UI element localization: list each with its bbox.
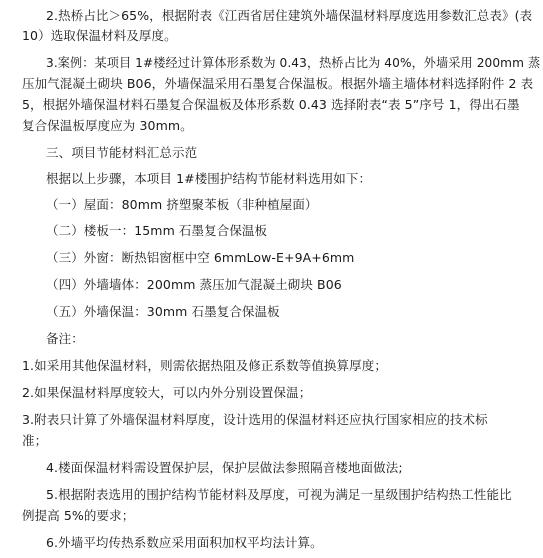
list-item-wall-insulation: （五）外墙保温：30mm 石墨复合保温板 bbox=[46, 304, 280, 319]
note-3-line-2: 准； bbox=[22, 433, 48, 448]
note-1: 1.如采用其他保温材料，则需依据热阻及修正系数等值换算厚度； bbox=[22, 358, 387, 373]
note-5-line-1: 5.根据附表选用的围护结构节能材料及厚度，可视为满足一星级围护结构热工性能比 bbox=[46, 487, 512, 502]
paragraph-2-line-2: 10）选取保温材料及厚度。 bbox=[22, 28, 177, 43]
note-6: 6.外墙平均传热系数应采用面积加权平均法计算。 bbox=[46, 535, 323, 550]
intro-text: 根据以上步骤，本项目 1#楼围护结构节能材料选用如下： bbox=[46, 171, 372, 186]
list-item-floor-slab: （二）楼板一：15mm 石墨复合保温板 bbox=[46, 223, 268, 238]
paragraph-3-line-3: 5，根据外墙保温材料石墨复合保温板及体形系数 0.43 选择附表“表 5”序号 1，得出石墨 bbox=[22, 97, 520, 112]
list-item-window: （三）外窗：断热铝窗框中空 6mmLow-E+9A+6mm bbox=[46, 250, 355, 265]
note-5-line-2: 例提高 5%的要求； bbox=[22, 508, 135, 523]
note-3-line-1: 3.附表只计算了外墙保温材料厚度，设计选用的保温材料还应执行国家相应的技术标 bbox=[22, 412, 488, 427]
note-2: 2.如果保温材料厚度较大，可以内外分别设置保温； bbox=[22, 385, 312, 400]
list-item-wall: （四）外墙墙体：200mm 蒸压加气混凝土砌块 B06 bbox=[46, 277, 342, 292]
paragraph-3-line-2: 压加气混凝土砌块 B06，外墙保温采用石墨复合保温板。根据外墙主墙体材料选择附件 2 表 bbox=[22, 76, 534, 91]
section-3-heading: 三、项目节能材料汇总示范 bbox=[46, 145, 198, 160]
notes-heading: 备注： bbox=[46, 331, 84, 346]
paragraph-2-line-1: 2.热桥占比＞65%，根据附表《江西省居住建筑外墙保温材料厚度选用参数汇总表》(表 bbox=[46, 8, 533, 23]
paragraph-3-line-1: 3.案例：某项目 1#楼经过计算体形系数为 0.43，热桥占比为 40%，外墙采用 200mm 蒸 bbox=[46, 55, 541, 70]
note-4: 4.楼面保温材料需设置保护层，保护层做法参照隔音楼地面做法; bbox=[46, 460, 403, 475]
list-item-roof: （一）屋面：80mm 挤塑聚苯板（非种植屋面） bbox=[46, 197, 318, 212]
paragraph-3-line-4: 复合保温板厚度应为 30mm。 bbox=[22, 118, 193, 133]
